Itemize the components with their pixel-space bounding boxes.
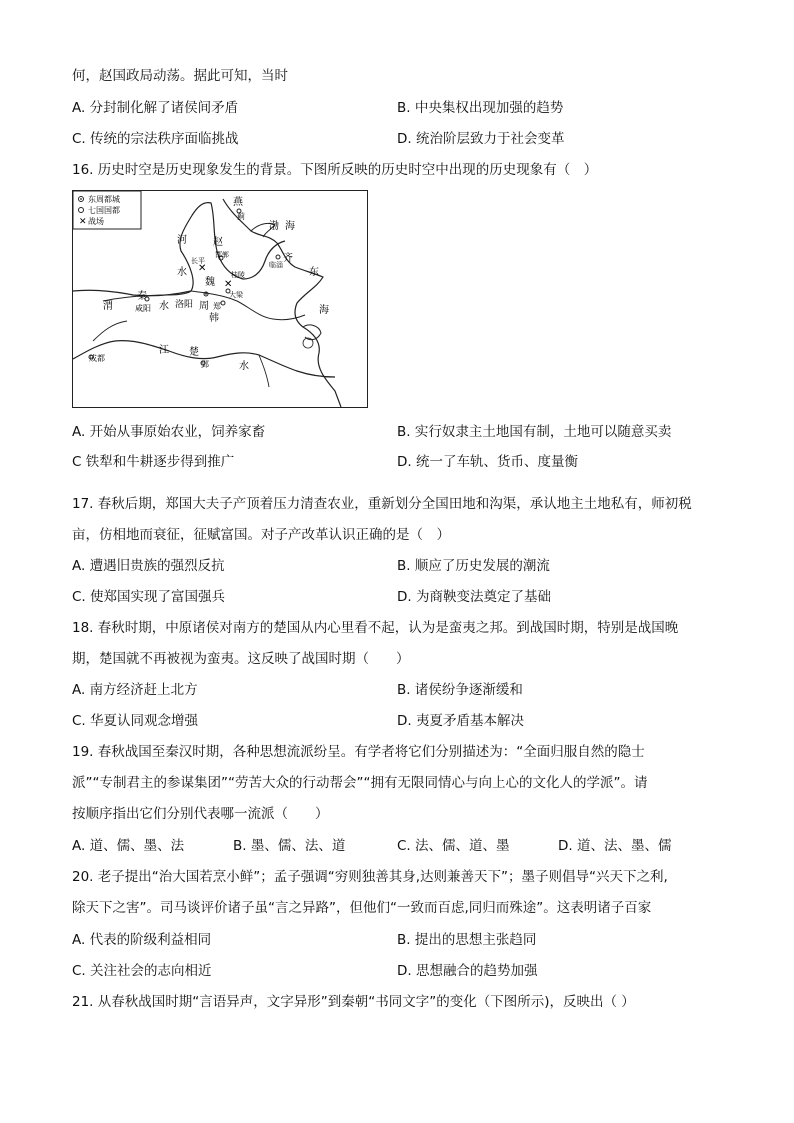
q17-option-a[interactable]: A. 遭遇旧贵族的强烈反抗 [72,558,225,574]
question-18-stem-line1: 18. 春秋时期，中原诸侯对南方的楚国从内心里看不起，认为是蛮夷之邦。到战国时期，特别是战国晚 [72,620,679,636]
warring-states-map [72,190,368,408]
q16-option-d[interactable]: D. 统一了车轨、货币、度量衡 [397,454,578,470]
question-17-stem-line2: 亩，仿相地而衰征，征赋富国。对子产改革认识正确的是（ ） [72,527,450,543]
q19-option-b[interactable]: B. 墨、儒、法、道 [233,838,346,854]
q15-option-a[interactable]: A. 分封制化解了诸侯间矛盾 [72,100,239,116]
q15-option-c[interactable]: C. 传统的宗法秩序面临挑战 [72,131,239,147]
q16-option-c[interactable]: C 铁犁和牛耕逐步得到推广 [72,454,235,470]
q15-option-d[interactable]: D. 统治阶层致力于社会变革 [397,131,565,147]
q18-option-d[interactable]: D. 夷夏矛盾基本解决 [397,713,524,729]
question-15-stem-end: 何，赵国政局动荡。据此可知，当时 [72,68,288,84]
label-ji: 蓟 [237,212,245,221]
question-21-stem: 21. 从春秋战国时期“言语异声，文字异形”到秦朝“书同文字”的变化（下图所示)，反映出（ ） [72,994,635,1010]
label-wei-river-shui: 水 [159,301,169,312]
question-19-stem-line3: 按顺序指出它们分别代表哪一流派（ ） [72,806,329,822]
q17-option-b[interactable]: B. 顺应了历史发展的潮流 [397,558,550,574]
label-handan: 邯郸 [215,251,229,259]
label-shui: 水 [177,267,187,278]
question-19-stem-line1: 19. 春秋战国至秦汉时期，各种思想流派纷呈。有学者将它们分别描述为：“全面归服自然的隐士 [72,744,645,760]
label-hai: 海 [319,305,329,316]
question-19-stem-line2: 派”“专制君主的参谋集团”“劳苦大众的行动帮会”“拥有无限同情心与向上心的文化人的学派”。请 [72,775,648,791]
q19-option-c[interactable]: C. 法、儒、道、墨 [397,838,510,854]
label-wei: 魏 [205,277,215,288]
label-chengdu: 成都 [89,354,105,363]
label-yangtze-shui: 水 [239,361,249,372]
label-dong: 东 [309,267,319,278]
label-changping: 长平 [191,257,205,265]
q20-option-a[interactable]: A. 代表的阶级利益相同 [72,932,212,948]
changping-battle-icon: ✕ [198,263,207,274]
label-zheng: 郑 [213,302,221,311]
label-he: 河 [177,235,187,246]
q20-option-b[interactable]: B. 提出的思想主张趋同 [397,932,537,948]
label-qin: 秦 [137,291,147,302]
label-qi: 齐 [283,253,293,264]
q18-option-a[interactable]: A. 南方经济赶上北方 [72,682,198,698]
label-daliang: 大梁 [229,291,243,299]
q16-option-a[interactable]: A. 开始从事原始农业，饲养家畜 [72,424,266,440]
legend-state-capital: 七国国都 [88,206,120,215]
label-yan: 燕 [233,197,243,208]
guiling-battle-icon: ✕ [224,279,233,290]
label-zhao: 赵 [213,237,223,248]
q18-option-c[interactable]: C. 华夏认同观念增强 [72,713,199,729]
label-bohai: 渤海 [269,221,301,232]
label-luoyang: 洛阳 [175,300,194,310]
q17-option-c[interactable]: C. 使郑国实现了富国强兵 [72,589,226,605]
question-16-stem: 16. 历史时空是历史现象发生的背景。下图所反映的历史时空中出现的历史现象有（ ） [72,162,598,178]
q17-option-d[interactable]: D. 为商鞅变法奠定了基础 [397,589,551,605]
question-17-stem-line1: 17. 春秋后期，郑国大夫子产顶着压力清查农业，重新划分全国田地和沟渠，承认地主土地私有，师初税 [72,496,692,512]
q19-option-d[interactable]: D. 道、法、墨、儒 [558,838,672,854]
question-20-stem-line2: 除天下之害”。司马谈评价诸子虽“言之异路”，但他们“一致而百虑,同归而殊途”。这表明诸子百家 [72,900,652,916]
question-18-stem-line2: 期，楚国就不再被视为蛮夷。这反映了战国时期（ ） [72,651,410,667]
label-han: 韩 [209,313,219,324]
label-guiling: 桂陵 [231,271,245,279]
q19-option-a[interactable]: A. 道、儒、墨、法 [72,838,185,854]
legend-battlefield: 战场 [88,217,104,226]
q20-option-c[interactable]: C. 关注社会的志向相近 [72,963,212,979]
q20-option-d[interactable]: D. 思想融合的趋势加强 [397,963,538,979]
battle-icon: ✕ [79,217,87,227]
label-wei-river: 渭 [103,301,113,312]
legend-east-zhou-capital: 东周都城 [88,195,120,204]
label-zhou: 周 [199,301,209,312]
q18-option-b[interactable]: B. 诸侯纷争逐渐缓和 [397,682,523,698]
label-xianyang: 咸阳 [135,304,151,313]
q16-option-b[interactable]: B. 实行奴隶主土地国有制，土地可以随意买卖 [397,424,672,440]
label-ying: 郢 [201,360,209,369]
question-20-stem-line1: 20. 老子提出“治大国若烹小鲜”；孟子强调“穷则独善其身,达则兼善天下”；墨子则倡导“兴天下之利, [72,869,668,885]
yangtze-river [73,341,335,377]
label-jiang: 江 [159,345,169,356]
label-chu: 楚 [189,347,199,358]
q15-option-b[interactable]: B. 中央集权出现加强的趋势 [397,100,564,116]
label-linzi: 临淄 [269,261,283,269]
